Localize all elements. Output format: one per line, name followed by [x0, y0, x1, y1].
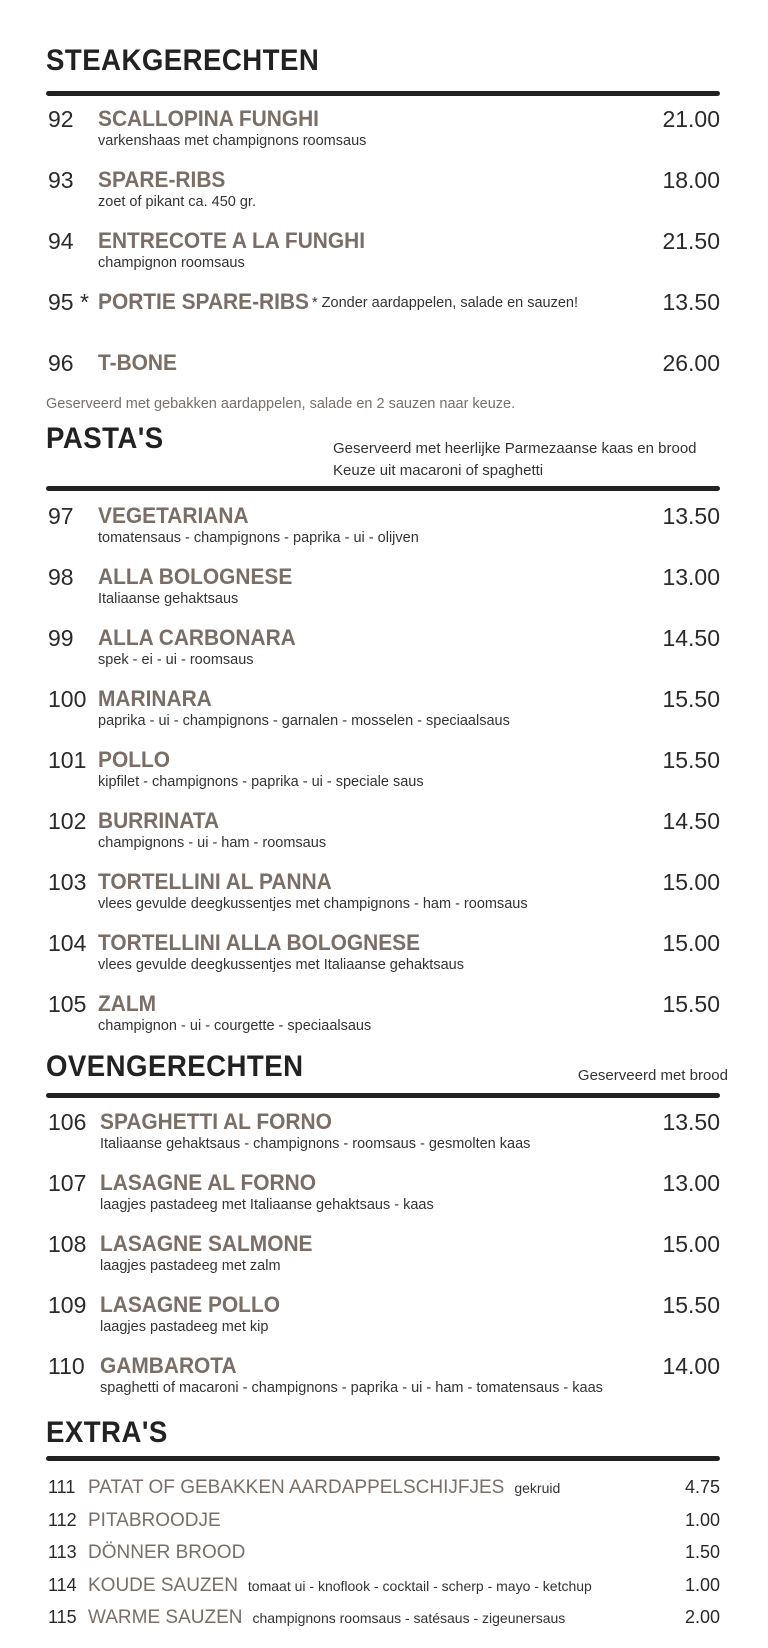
item-number: 103: [48, 869, 87, 895]
extra-item: [46, 1542, 720, 1572]
menu-item: [46, 1292, 720, 1350]
item-name: GAMBAROTA: [100, 1353, 237, 1378]
item-description: spaghetti of macaroni - champignons - paprika - ui - ham - tomatensaus - kaas: [100, 1380, 603, 1396]
item-name-text: PITABROODJE: [88, 1509, 221, 1531]
extra-item: [46, 1477, 720, 1507]
item-number: 98: [48, 564, 74, 590]
menu-item: [46, 228, 720, 286]
menu-item: [46, 1231, 720, 1289]
item-description: Italiaanse gehaktsaus: [98, 591, 239, 607]
item-name: LASAGNE SALMONE: [100, 1231, 313, 1256]
item-name: TORTELLINI AL PANNA: [98, 869, 332, 894]
item-description: tomaat ui - knoflook - cocktail - scherp - mayo - ketchup: [247, 1577, 592, 1594]
item-description: champignons roomsaus - satésaus - zigeunersaus: [252, 1610, 566, 1626]
item-name: ALLA BOLOGNESE: [98, 564, 293, 589]
item-price: 21.50: [662, 228, 720, 254]
item-number: 104: [48, 930, 87, 956]
menu-item: [46, 747, 720, 805]
extra-item: [46, 1607, 720, 1637]
item-description: varkenshaas met champignons roomsaus: [98, 133, 367, 149]
item-note: * Zonder aardappelen, salade en sauzen!: [312, 295, 579, 311]
item-price: 18.00: [662, 167, 720, 193]
menu-item: [46, 808, 720, 866]
item-name: ENTRECOTE A LA FUNGHI: [98, 228, 366, 253]
item-name-text: WARME SAUZEN: [88, 1607, 243, 1628]
item-number: 114: [48, 1574, 77, 1595]
item-description: laagjes pastadeeg met Italiaanse gehaktsaus - kaas: [100, 1197, 434, 1213]
item-price: 1.50: [684, 1542, 720, 1562]
item-name: SPARE-RIBS: [98, 167, 226, 192]
item-number: 111: [48, 1477, 76, 1497]
item-description: champignon roomsaus: [98, 255, 245, 271]
extra-item: [46, 1575, 720, 1605]
item-number: 101: [48, 747, 87, 773]
item-description: spek - ei - ui - roomsaus: [98, 652, 254, 668]
item-name: SPAGHETTI AL FORNO: [100, 1109, 332, 1134]
menu-item: [46, 1170, 720, 1228]
item-price: 15.50: [662, 991, 720, 1017]
item-name: VEGETARIANA: [98, 503, 249, 528]
item-price: 15.50: [662, 1292, 720, 1318]
item-number: 102: [48, 808, 87, 834]
item-description: vlees gevulde deegkussentjes met champignons - ham - roomsaus: [98, 896, 528, 912]
item-price: 1.00: [684, 1509, 720, 1530]
item-price: 15.50: [662, 686, 720, 712]
item-number: 109: [48, 1292, 87, 1318]
item-number: 92: [48, 106, 74, 132]
item-number: 107: [48, 1170, 87, 1196]
item-name: TORTELLINI ALLA BOLOGNESE: [98, 930, 421, 955]
item-price: 13.50: [662, 503, 720, 529]
item-number: 96: [48, 350, 74, 376]
item-name: [88, 1542, 245, 1564]
divider: [46, 486, 720, 491]
item-price: 21.00: [662, 106, 720, 132]
item-number: 108: [48, 1231, 87, 1257]
item-name: [88, 1607, 565, 1629]
item-name: [88, 1477, 560, 1499]
item-price: 13.00: [662, 564, 720, 590]
item-name: SCALLOPINA FUNGHI: [98, 106, 319, 131]
item-price: 15.00: [662, 1231, 720, 1257]
menu-item: [46, 930, 720, 988]
item-price: 1.00: [684, 1574, 720, 1595]
item-number: 113: [48, 1542, 77, 1562]
item-name: PORTIE SPARE-RIBS: [98, 289, 309, 314]
item-name: ALLA CARBONARA: [98, 625, 296, 650]
item-name: BURRINATA: [98, 808, 220, 833]
steak-footnote: Geserveerd met gebakken aardappelen, salade en 2 sauzen naar keuze.: [46, 396, 516, 412]
item-description: gekruid: [514, 1480, 561, 1496]
item-name: POLLO: [98, 747, 170, 772]
item-number: 110: [48, 1353, 85, 1379]
divider: [46, 1456, 720, 1461]
pasta-note-1: Geserveerd met heerlijke Parmezaanse kaas en brood: [333, 440, 697, 457]
item-description: zoet of pikant ca. 450 gr.: [98, 194, 256, 210]
item-description: vlees gevulde deegkussentjes met Italiaanse gehaktsaus: [98, 957, 464, 973]
item-number: 100: [48, 686, 87, 712]
item-name-text: PATAT OF GEBAKKEN AARDAPPELSCHIJFJES: [88, 1477, 505, 1498]
item-price: 14.50: [662, 625, 720, 651]
item-price: 15.00: [662, 930, 720, 956]
item-name: LASAGNE POLLO: [100, 1292, 280, 1317]
item-price: 13.50: [662, 1109, 720, 1135]
item-name-text: KOUDE SAUZEN: [88, 1574, 238, 1596]
item-name: MARINARA: [98, 686, 212, 711]
item-name: LASAGNE AL FORNO: [100, 1170, 316, 1195]
divider: [46, 1093, 720, 1098]
section-title-oven: OVENGERECHTEN: [46, 1050, 304, 1083]
item-description: kipfilet - champignons - paprika - ui - speciale saus: [98, 774, 424, 790]
menu-item: [46, 564, 720, 622]
menu-item: [46, 869, 720, 927]
item-price: 13.00: [662, 1170, 720, 1196]
item-number: 105: [48, 991, 87, 1017]
item-number: 106: [48, 1109, 87, 1135]
menu-item: [46, 686, 720, 744]
item-number: 112: [48, 1509, 77, 1530]
item-price: 14.00: [662, 1353, 720, 1379]
oven-note: Geserveerd met brood: [577, 1067, 728, 1084]
item-number: 115: [48, 1607, 77, 1627]
item-price: 13.50: [662, 289, 720, 315]
menu-item: [46, 625, 720, 683]
item-description: Italiaanse gehaktsaus - champignons - roomsaus - gesmolten kaas: [100, 1136, 531, 1152]
section-title-pasta: PASTA'S: [46, 422, 164, 455]
item-description: champignons - ui - ham - roomsaus: [98, 835, 327, 851]
item-name-text: DÖNNER BROOD: [88, 1542, 246, 1563]
item-price: 4.75: [684, 1477, 720, 1497]
menu-item: [46, 1109, 720, 1167]
item-price: 15.00: [662, 869, 720, 895]
item-description: laagjes pastadeeg met kip: [100, 1319, 269, 1335]
item-description: tomatensaus - champignons - paprika - ui - olijven: [98, 530, 419, 546]
menu-item: [46, 1353, 720, 1411]
menu-item: [46, 167, 720, 225]
item-name: ZALM: [98, 991, 157, 1016]
item-name: [88, 1510, 221, 1532]
item-description: laagjes pastadeeg met zalm: [100, 1258, 281, 1274]
item-number: 99: [48, 625, 74, 651]
item-number: 95 *: [48, 289, 89, 315]
item-number: 94: [48, 228, 74, 254]
item-price: 26.00: [662, 350, 720, 376]
item-price: 15.50: [662, 747, 720, 773]
item-price: 2.00: [684, 1607, 720, 1627]
menu-item: [46, 503, 720, 561]
item-name: [88, 1575, 592, 1597]
pasta-note-2: Keuze uit macaroni of spaghetti: [333, 462, 544, 479]
item-number: 93: [48, 167, 74, 193]
item-description: paprika - ui - champignons - garnalen - mosselen - speciaalsaus: [98, 713, 510, 729]
extra-item: [46, 1510, 720, 1540]
section-title-extras: EXTRA'S: [46, 1416, 168, 1449]
divider: [46, 91, 720, 96]
item-price: 14.50: [662, 808, 720, 834]
item-name: T-BONE: [98, 350, 177, 375]
menu-item: [46, 991, 720, 1049]
section-title-steak: STEAKGERECHTEN: [46, 44, 320, 77]
item-description: champignon - ui - courgette - speciaalsaus: [98, 1018, 372, 1034]
menu-item: [46, 106, 720, 164]
menu-item: [46, 289, 720, 347]
item-number: 97: [48, 503, 74, 529]
